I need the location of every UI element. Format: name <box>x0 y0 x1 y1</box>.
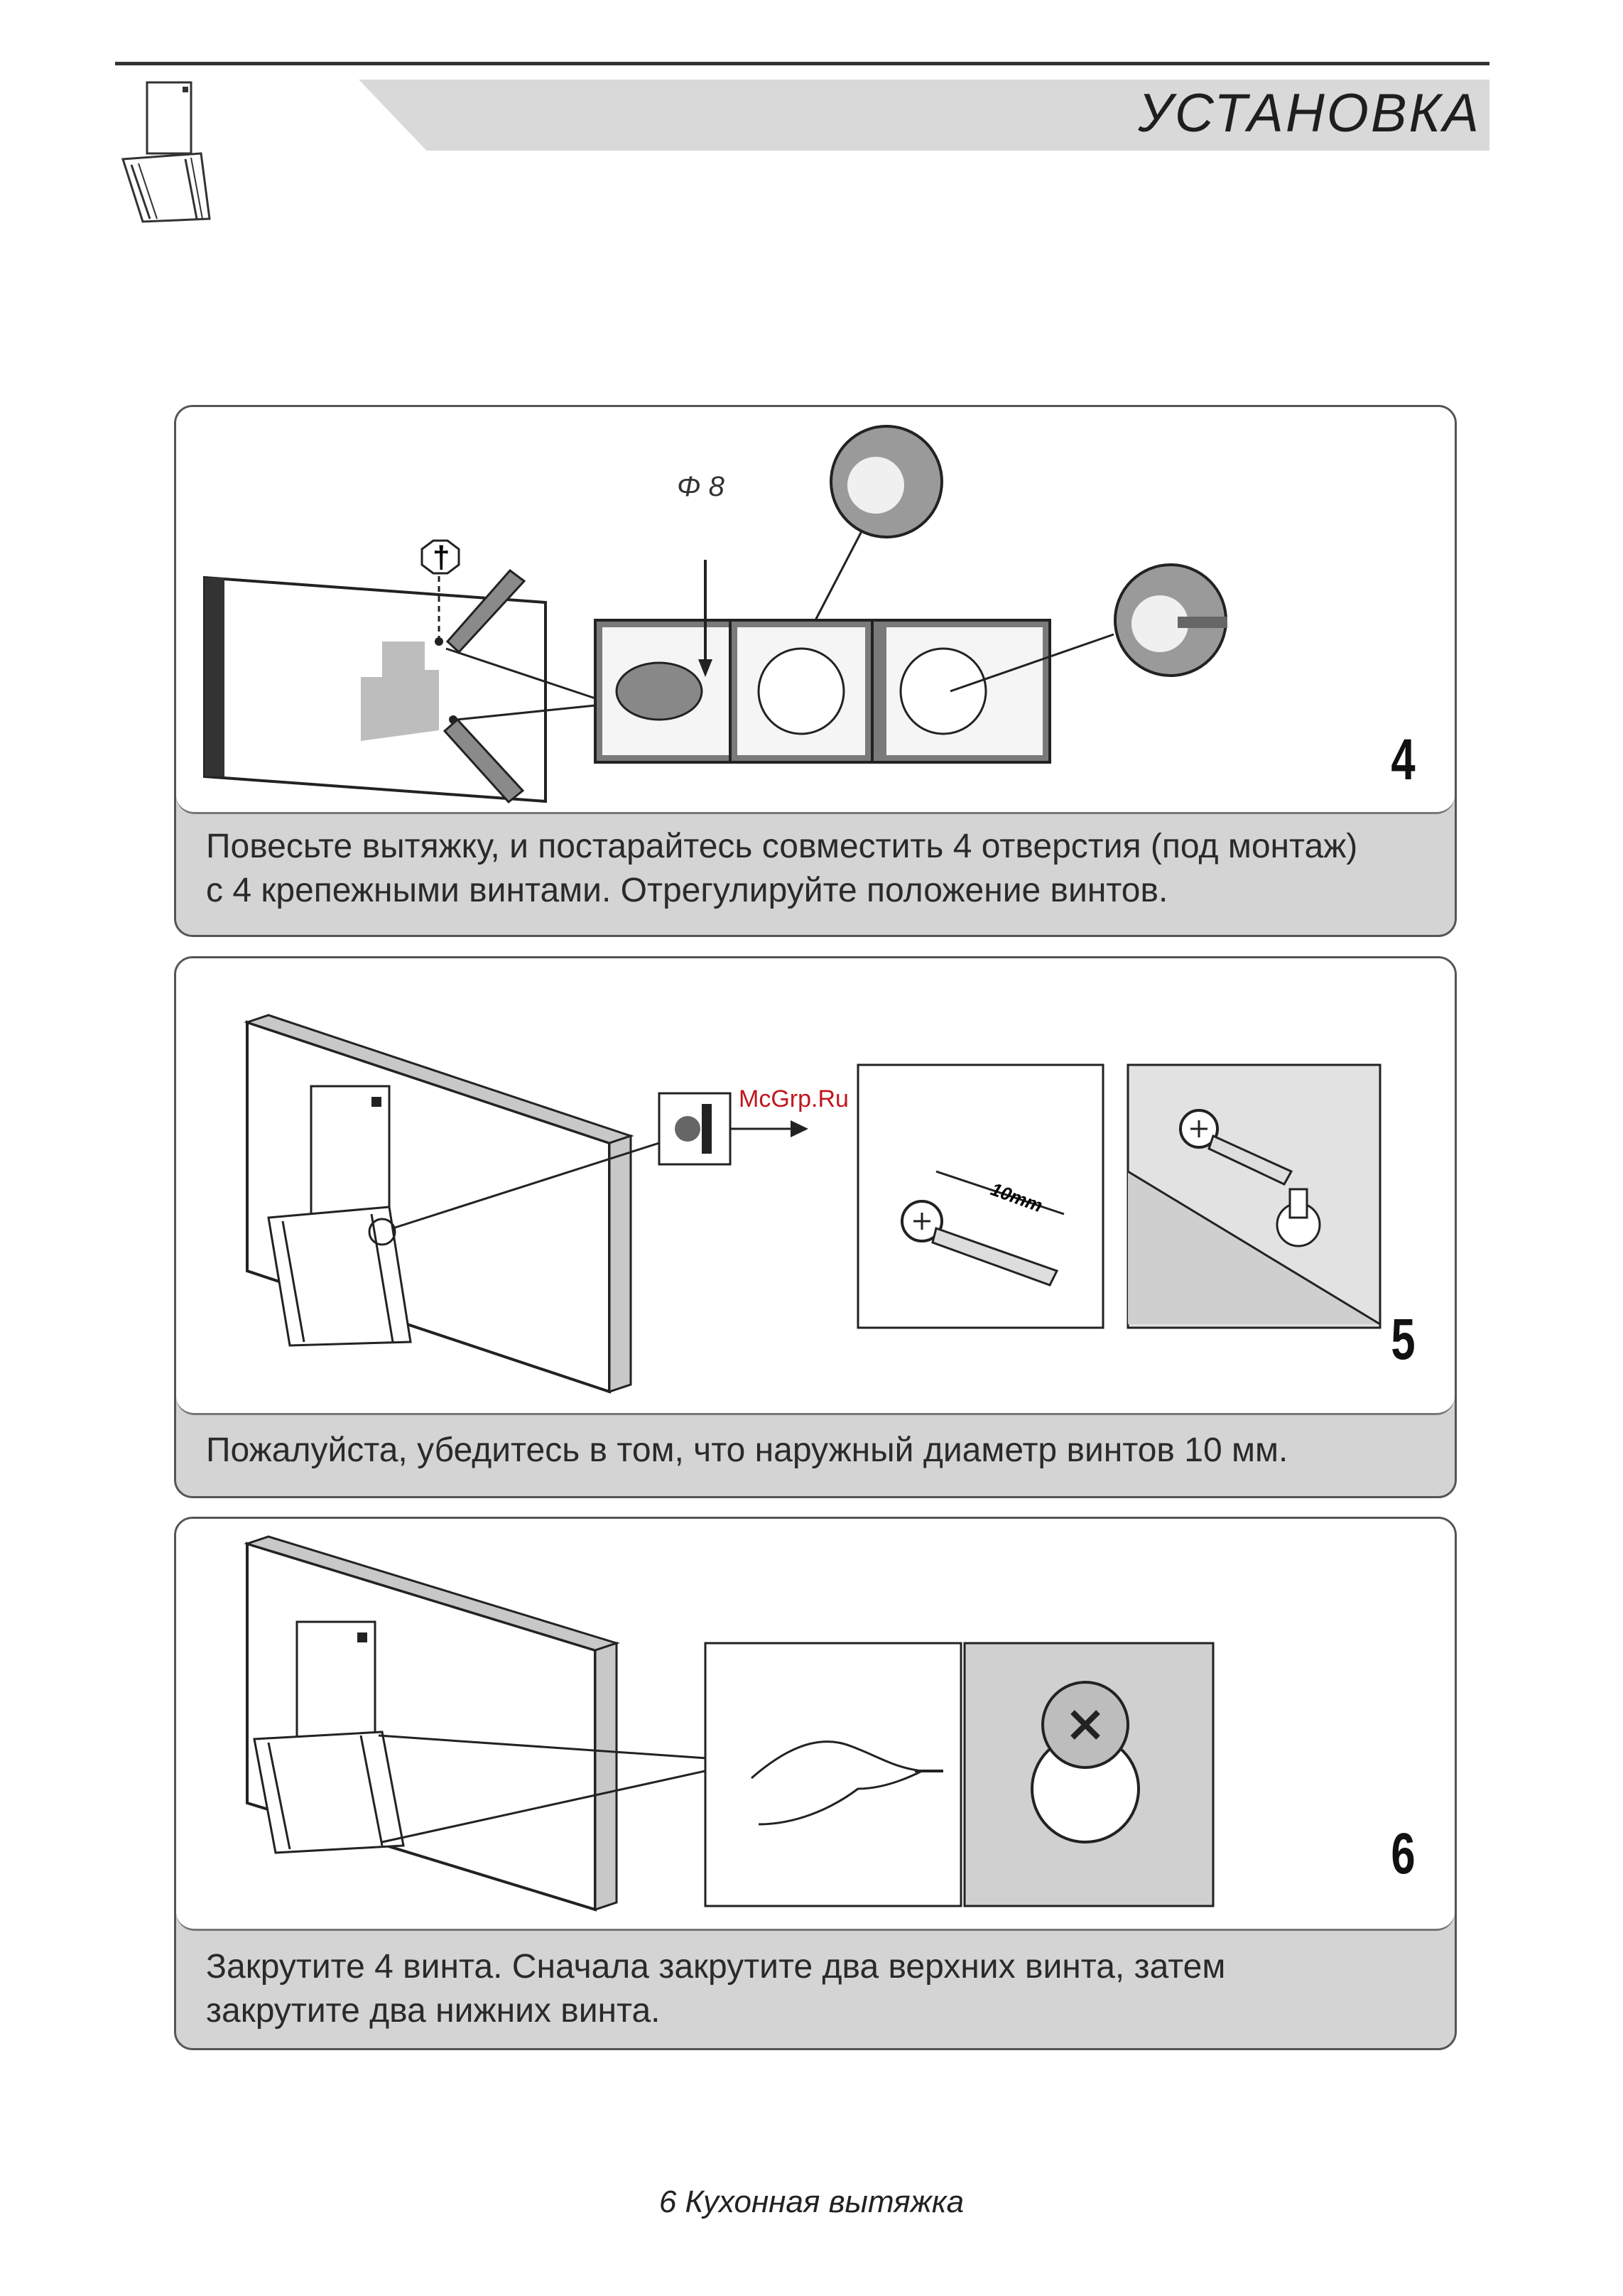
header-rule <box>115 62 1489 65</box>
step-5-illustration <box>176 958 1455 1415</box>
step-4-drawing <box>176 407 1455 812</box>
step-4-caption-line-1: Повесьте вытяжку, и постарайтесь совместить 4 отверстия (под монтаж) <box>206 828 1358 865</box>
step-4-caption-line-2: с 4 крепежными винтами. Отрегулируйте положение винтов. <box>206 872 1168 909</box>
step-4-panel <box>174 405 1457 937</box>
step-4-caption <box>206 825 1426 913</box>
screw-length-label: 10mm <box>987 1178 1046 1217</box>
step-6-caption-line-2: закрутите два нижних винта. <box>206 1992 661 2030</box>
step-6-drawing <box>176 1519 1455 1929</box>
step-4-number: 4 <box>1391 727 1416 792</box>
step-6-panel <box>174 1517 1457 2050</box>
step-5-drawing <box>176 958 1455 1413</box>
step-6-number: 6 <box>1391 1821 1416 1886</box>
step-6-illustration <box>176 1519 1455 1931</box>
step-5-number: 5 <box>1391 1307 1416 1372</box>
step-5-caption <box>206 1429 1426 1473</box>
drill-diameter-label: Φ 8 <box>677 471 724 502</box>
hood-logo-icon <box>117 80 217 225</box>
page-footer: 6 Кухонная вытяжка <box>658 2184 965 2219</box>
step-6-caption-line-1: Закрутите 4 винта. Сначала закрутите два верхних винта, затем <box>206 1948 1226 1986</box>
watermark: McGrp.Ru <box>739 1085 849 1112</box>
step-5-caption-line-1: Пожалуйста, убедитесь в том, что наружный диаметр винтов 10 мм. <box>206 1431 1288 1469</box>
step-6-caption <box>206 1945 1426 2033</box>
svg-text:†: † <box>433 540 450 575</box>
step-4-illustration <box>176 407 1455 814</box>
page-title: УСТАНОВКА <box>1138 83 1481 144</box>
step-5-panel <box>174 956 1457 1498</box>
